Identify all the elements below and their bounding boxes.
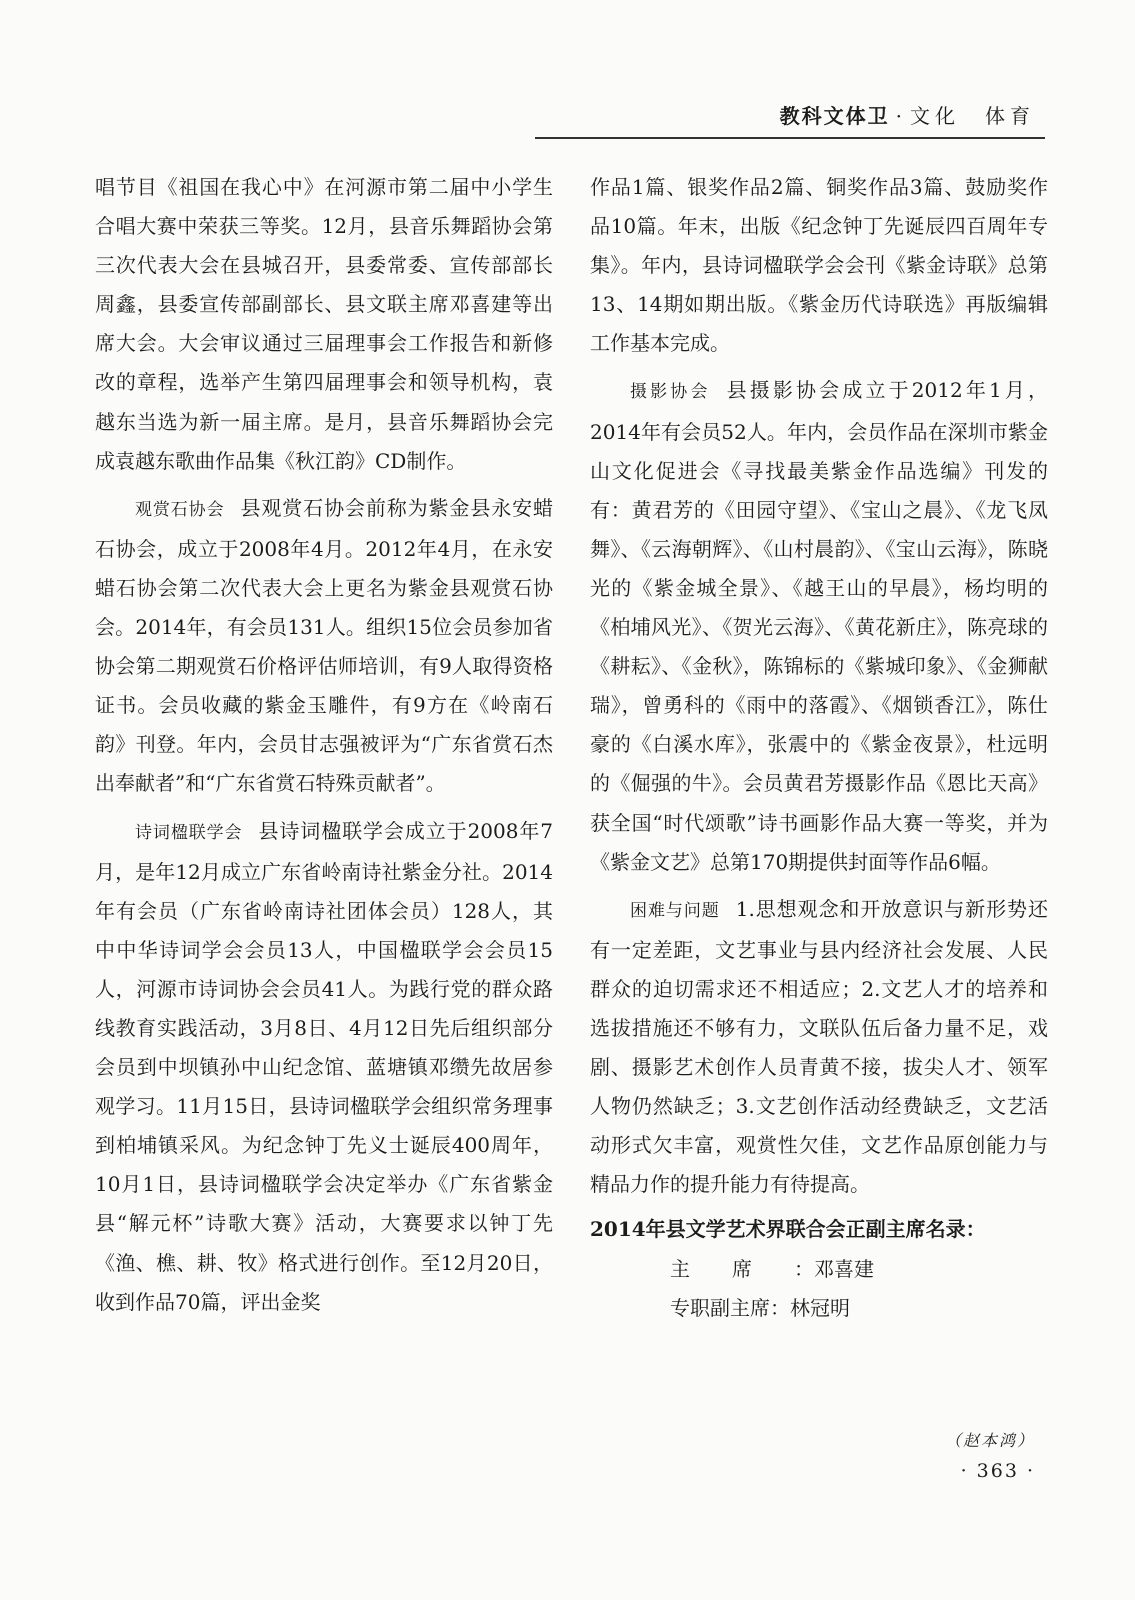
header-dot: · (895, 104, 904, 128)
paragraph-poetry-society (95, 812, 553, 1322)
right-column (590, 168, 1048, 1328)
paragraph-difficulties (590, 890, 1048, 1205)
paragraph-stone-association (95, 489, 553, 804)
subhead-stone-association: 观赏石协会 (135, 499, 225, 520)
vice-chairman-line (590, 1289, 1048, 1328)
subhead-difficulties: 困难与问题 (630, 900, 720, 921)
chairman-name: ：邓喜建 (794, 1256, 874, 1281)
header-topic: 文化 体育 (910, 104, 1035, 128)
subhead-poetry-society: 诗词楹联学会 (135, 822, 243, 843)
header-section: 教科文体卫 (779, 104, 890, 128)
chairman-role: 主席 (670, 1256, 794, 1281)
chairman-line (590, 1250, 1048, 1289)
page-number: · 363 · (960, 1460, 1035, 1482)
author-credit: （赵本鸿） (944, 1431, 1035, 1450)
vice-chairman-role: 专职副主席 (670, 1295, 770, 1320)
left-column (95, 168, 553, 1322)
running-header (535, 100, 1035, 129)
body-stone-association: 县观赏石协会前称为紫金县永安蜡石协会，成立于2008年4月。2012年4月，在永安蜡石协会第二次代表大会上更名为紫金县观赏石协会。2014年，有会员131人。组织15位会员参加省协会第二期观赏石价格评估师培训，有9人取得资格证书。会员收藏的紫金玉雕件，有9方在《岭南石韵》刊登。年内，会员甘志强被评为“广东省赏石杰出奉献者”和“广东省赏石特殊贡献者”。 (95, 495, 554, 796)
body-poetry-society: 县诗词楹联学会成立于2008年7月，是年12月成立广东省岭南诗社紫金分社。2014年有会员（广东省岭南诗社团体会员）128人，其中中华诗词学会会员13人，中国楹联学会会员15人，河源市诗词协会会员41人。为践行党的群众路线教育实践活动，3月8日、4月12日先后组织部分会员到中坝镇孙中山纪念馆、蓝塘镇邓缵先故居参观学习。11月15日，县诗词楹联学会组织常务理事到柏埔镇采风。为纪念钟丁先义士诞辰400周年，10月1日，县诗词楹联学会决定举办《广东省紫金县“解元杯”诗歌大赛》活动，大赛要求以钟丁先《渔、樵、耕、牧》格式进行创作。至12月20日，收到作品70篇，评出金奖 (95, 818, 554, 1314)
paragraph-continued: 唱节目《祖国在我心中》在河源市第二届中小学生合唱大赛中荣获三等奖。12月，县音乐舞蹈协会第三次代表大会在县城召开，县委常委、宣传部部长周鑫，县委宣传部副部长、县文联主席邓喜建等出席大会。大会审议通过三届理事会工作报告和新修改的章程，选举产生第四届理事会和领导机构，袁越东当选为新一届主席。是月，县音乐舞蹈协会完成袁越东歌曲作品集《秋江韵》CD制作。 (95, 175, 553, 473)
paragraph-continued-right: 作品1篇、银奖作品2篇、铜奖作品3篇、鼓励奖作品10篇。年末，出版《纪念钟丁先诞辰四百周年专集》。年内，县诗词楹联学会会刊《紫金诗联》总第13、14期如期出版。《紫金历代诗联选》再版编辑工作基本完成。 (590, 175, 1048, 356)
subhead-photography-association: 摄影协会 (630, 382, 711, 403)
vice-chairman-name: ：林冠明 (770, 1295, 850, 1320)
header-rule (535, 137, 1045, 139)
body-difficulties: 1.思想观念和开放意识与新形势还有一定差距，文艺事业与县内经济社会发展、人民群众的迫切需求还不相适应；2.文艺人才的培养和选拔措施还不够有力，文联队伍后备力量不足，戏剧、摄影艺术创作人员青黄不接，拔尖人才、领军人物仍然缺乏；3.文艺创作活动经费缺乏，文艺活动形式欠丰富，观赏性欠佳，文艺作品原创能力与精品力作的提升能力有待提高。 (590, 896, 1048, 1197)
chairman-list-title: 2014年县文学艺术界联合会正副主席名录： (590, 1217, 986, 1242)
body-photography-association: 县摄影协会成立于2012年1月，2014年有会员52人。年内，会员作品在深圳市紫金山文化促进会《寻找最美紫金作品选编》刊发的有：黄君芳的《田园守望》、《宝山之晨》、《龙飞凤舞》、《云海朝辉》、《山村晨韵》、《宝山云海》，陈晓光的《紫金城全景》、《越王山的早晨》，杨均明的《柏埔风光》、《贺光云海》、《黄花新庄》，陈亮球的《耕耘》、《金秋》，陈锦标的《紫城印象》、《金狮献瑞》，曾勇科的《雨中的落霞》、《烟锁香江》，陈仕豪的《白溪水库》，张震中的《紫金夜景》，杜远明的《倔强的牛》。会员黄君芳摄影作品《恩比天高》获全国“时代颂歌”诗书画影作品大赛一等奖，并为《紫金文艺》总第170期提供封面等作品6幅。 (590, 378, 1048, 874)
paragraph-photography-association (590, 371, 1048, 881)
